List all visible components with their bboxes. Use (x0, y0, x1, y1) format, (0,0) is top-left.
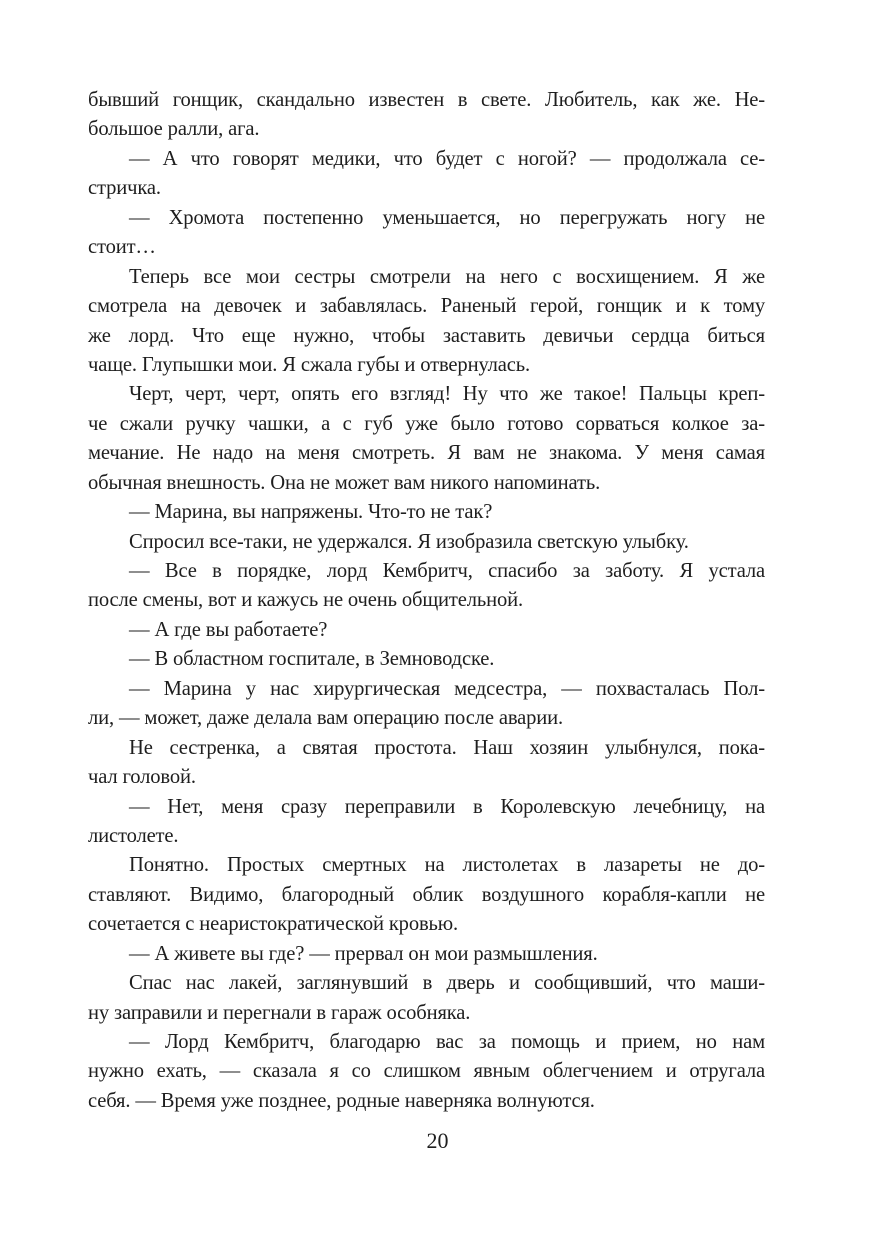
text-line: Спас нас лакей, заглянувший в дверь и сообщивший, что маши- (129, 972, 765, 995)
text-line: Теперь все мои сестры смотрели на него с восхищением. Я же (129, 265, 765, 288)
text-line: — Марина у нас хирургическая медсестра, — похвасталась Пол- (129, 677, 765, 700)
text-line: — А где вы работаете? (129, 618, 328, 641)
text-line: себя. — Время уже позднее, родные наверняка волнуются. (88, 1089, 595, 1112)
text-line: мечание. Не надо на меня смотреть. Я вам не знакома. У меня самая (88, 442, 765, 465)
text-line: чал головой. (88, 766, 196, 789)
page-number: 20 (426, 1128, 449, 1153)
text-line: — Лорд Кембритч, благодарю вас за помощь и прием, но нам (129, 1031, 765, 1053)
text-line: бывший гонщик, скандально известен в свете. Любитель, как же. Не- (88, 89, 765, 111)
text-line: после смены, вот и кажусь не очень общительной. (88, 589, 524, 612)
text-line: листолете. (88, 824, 179, 847)
text-line: чаще. Глупышки мои. Я сжала губы и отвернулась. (88, 353, 531, 376)
text-line: смотрела на девочек и забавлялась. Раненый герой, гонщик и к тому (88, 295, 765, 318)
text-line: — Нет, меня сразу переправили в Королевскую лечебницу, на (129, 795, 765, 818)
text-line: че сжали ручку чашки, а с губ уже было готово сорваться колкое за- (88, 412, 765, 435)
text-line: стричка. (88, 177, 161, 200)
text-line: Черт, черт, черт, опять его взгляд! Ну что же такое! Пальцы креп- (129, 383, 765, 406)
text-line: ли, — может, даже делала вам операцию после аварии. (88, 707, 563, 730)
text-line: сочетается с неаристократической кровью. (88, 913, 459, 936)
text-line: — Хромота постепенно уменьшается, но перегружать ногу не (129, 206, 765, 229)
text-line: обычная внешность. Она не может вам никого напоминать. (88, 471, 601, 494)
text-line: — В областном госпитале, в Земноводске. (129, 648, 495, 671)
page-body (88, 86, 765, 1116)
text-line: ставляют. Видимо, благородный облик воздушного корабля-капли не (88, 883, 765, 906)
text-line: большое ралли, ага. (88, 118, 260, 141)
text-line: нужно ехать, — сказала я со слишком явным облегчением и отругала (88, 1060, 765, 1083)
text-line: Спросил все-таки, не удержался. Я изобразила светскую улыбку. (129, 530, 689, 553)
text-line: — А живете вы где? — прервал он мои размышления. (129, 942, 598, 965)
text-line: же лорд. Что еще нужно, чтобы заставить девичьи сердца биться (88, 324, 765, 347)
text-line: Понятно. Простых смертных на листолетах в лазареты не до- (129, 854, 765, 877)
text-line: Не сестренка, а святая простота. Наш хозяин улыбнулся, пока- (129, 736, 765, 759)
text-line: стоит… (88, 236, 156, 259)
text-line: — Марина, вы напряжены. Что-то не так? (129, 501, 493, 524)
text-line: — Все в порядке, лорд Кембритч, спасибо за заботу. Я устала (129, 560, 765, 582)
text-line: — А что говорят медики, что будет с ногой? — продолжала се- (129, 147, 765, 170)
text-line: ну заправили и перегнали в гараж особняка. (88, 1001, 471, 1024)
